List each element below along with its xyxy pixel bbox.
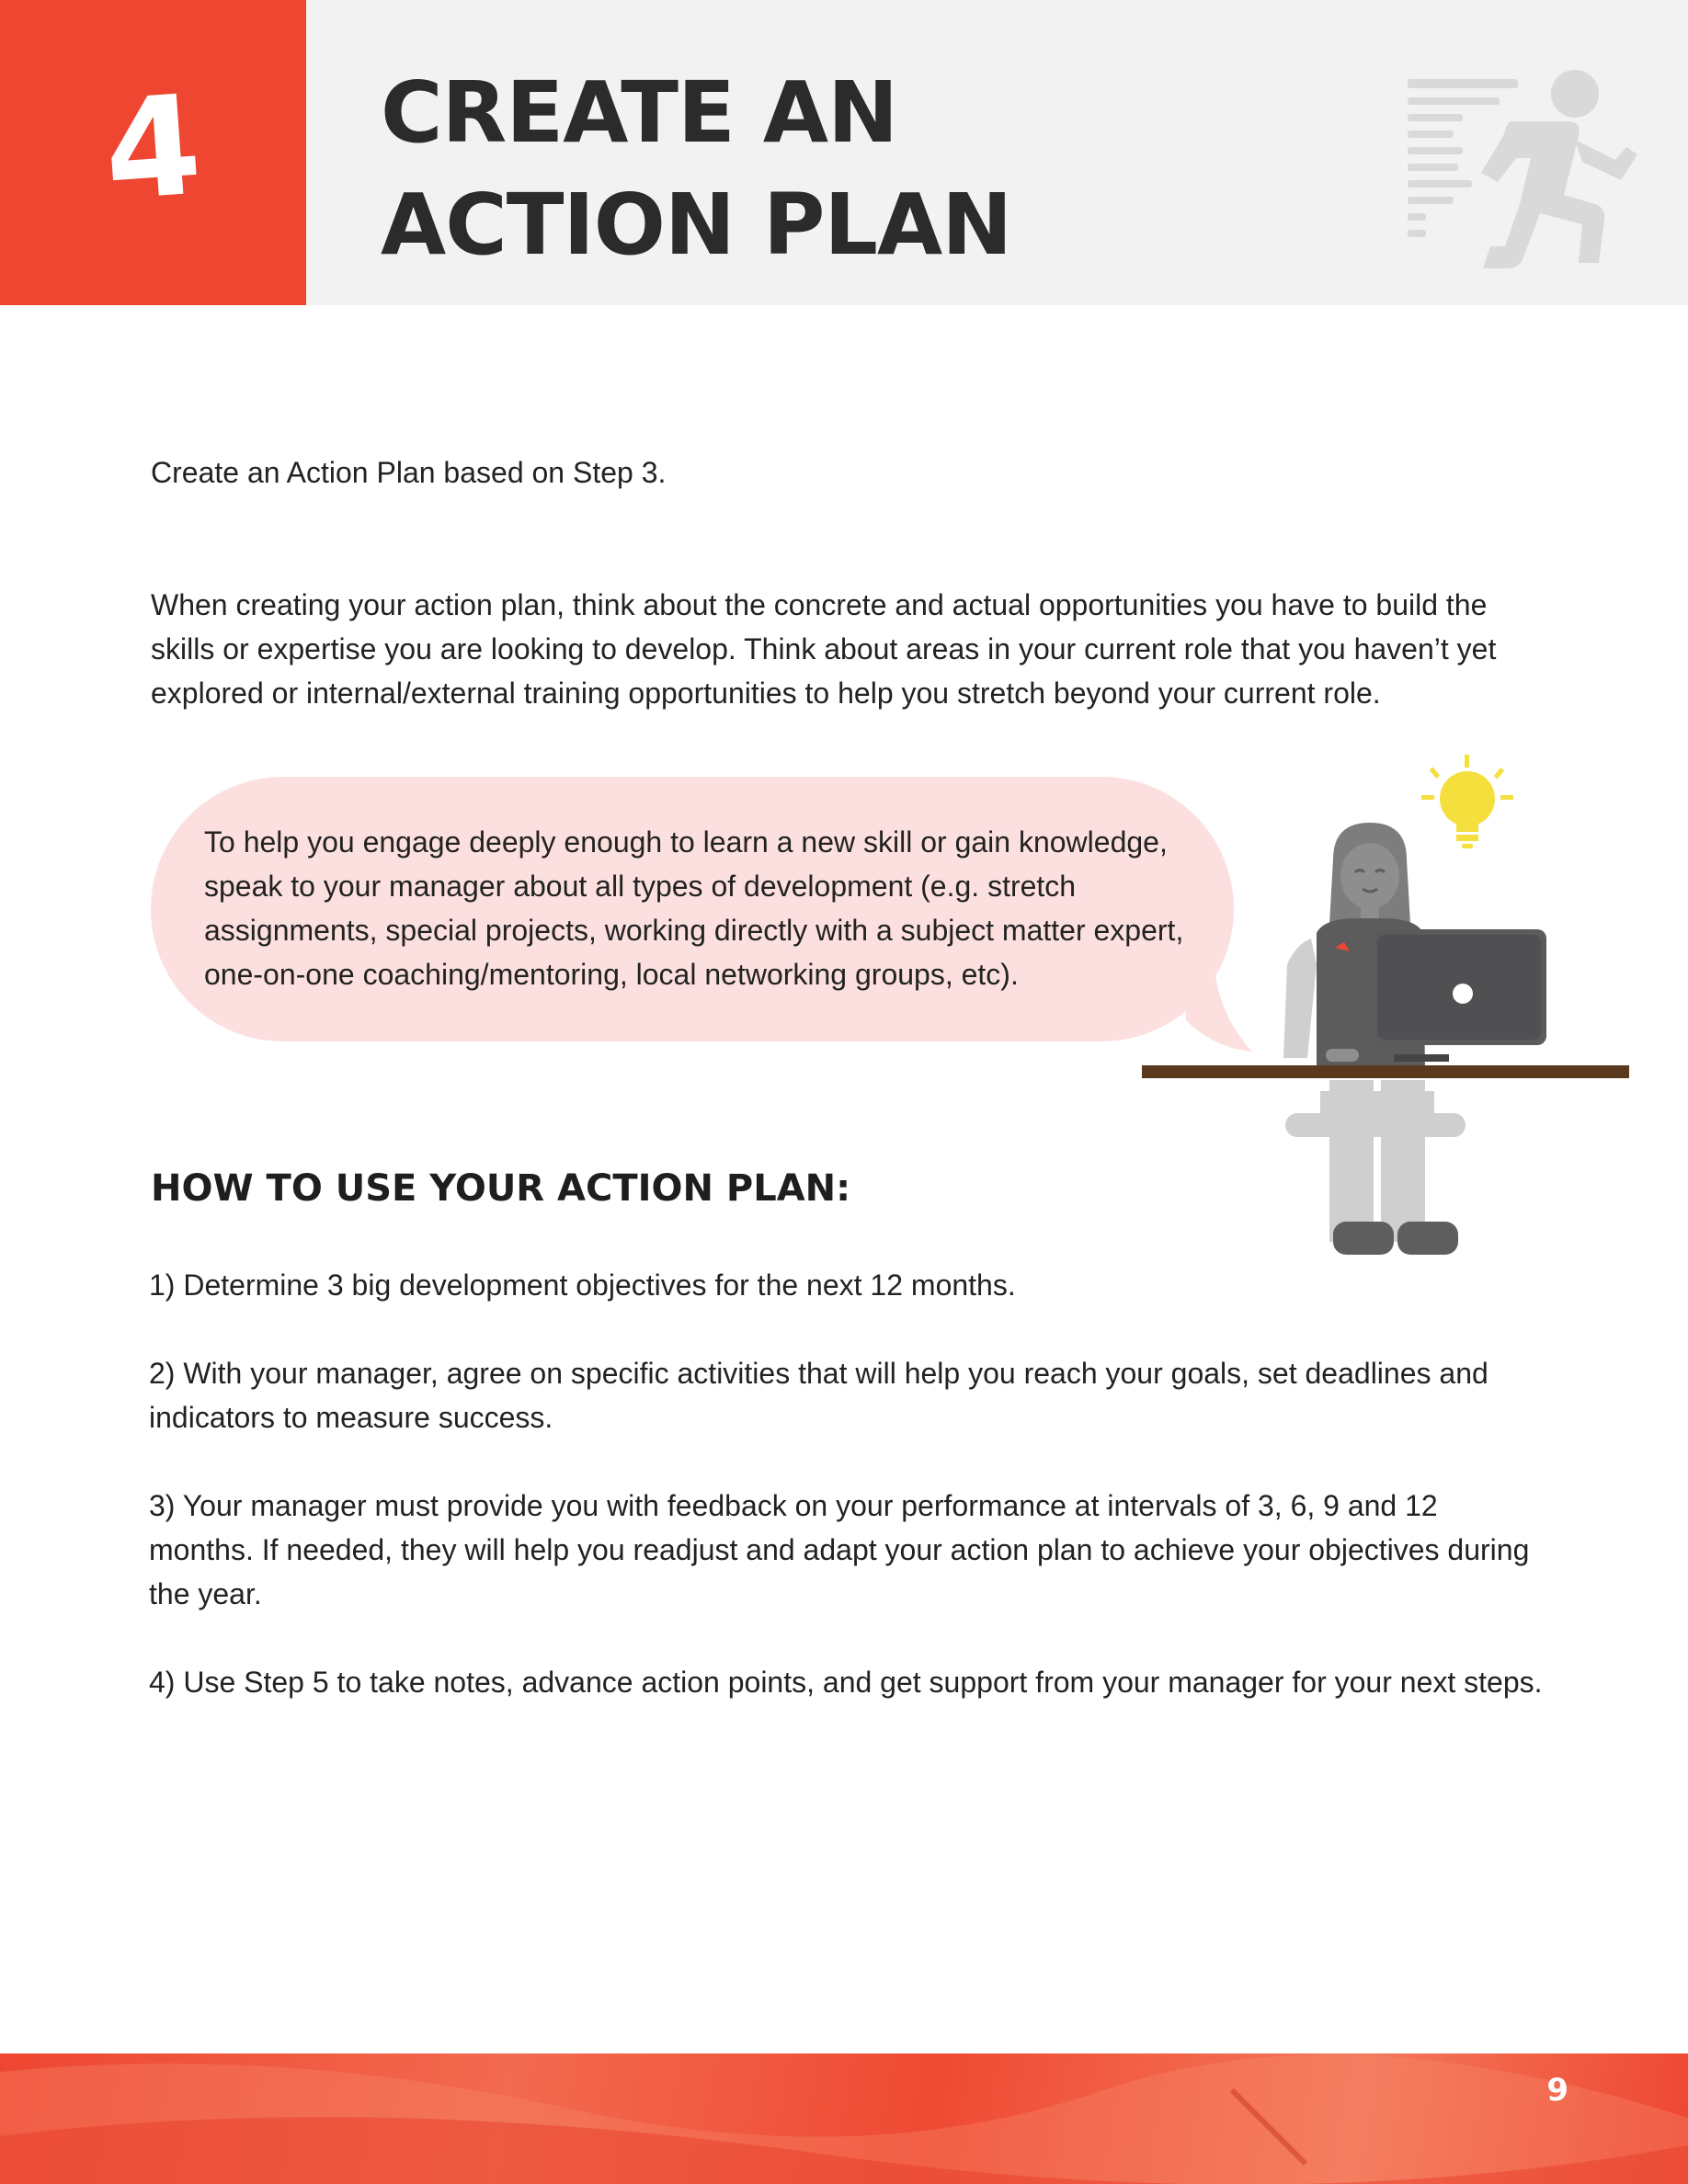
lightbulb-icon bbox=[1421, 755, 1513, 848]
step-number-badge bbox=[0, 0, 306, 305]
running-person-icon bbox=[1402, 66, 1641, 278]
step-number: 4 bbox=[99, 65, 207, 233]
how-to-step-1: 1) Determine 3 big development objectives for the next 12 months. bbox=[149, 1268, 1016, 1302]
speech-bubble-text: To help you engage deeply enough to learn a new skill or gain knowledge, speak to your manager about all types of development (e.g. stretch assignments, special projects, working directly with a subject matter expert, one-on-one coaching/mentoring, local networking groups, etc). bbox=[204, 825, 1184, 991]
person-at-laptop-illustration bbox=[1136, 749, 1633, 1264]
how-to-step-3: 3) Your manager must provide you with feedback on your performance at intervals of 3, 6, 9 and 12 months. If needed, they will help you readjust and adapt your action plan to achieve your objectives during the year. bbox=[149, 1489, 1530, 1610]
how-to-step-4: 4) Use Step 5 to take notes, advance action points, and get support from your manager for your next steps. bbox=[149, 1666, 1543, 1699]
intro-line: Create an Action Plan based on Step 3. bbox=[151, 456, 667, 489]
page-header bbox=[0, 0, 1688, 305]
page-footer bbox=[0, 2053, 1688, 2184]
page-title-line-1: CREATE AN bbox=[381, 63, 898, 162]
how-to-heading: HOW TO USE YOUR ACTION PLAN: bbox=[151, 1167, 851, 1210]
page-title bbox=[381, 57, 1011, 281]
page-number: 9 bbox=[1546, 2072, 1568, 2109]
intro-paragraph: When creating your action plan, think about the concrete and actual opportunities you have to build the skills or expertise you are looking to develop. Think about areas in your current role that you haven’t yet explored or internal/external training opportunities to help you stretch beyond your current role. bbox=[151, 588, 1497, 710]
page-title-line-2: ACTION PLAN bbox=[381, 176, 1012, 274]
how-to-step-2: 2) With your manager, agree on specific activities that will help you reach your goals, set deadlines and indicators to measure success. bbox=[149, 1357, 1488, 1434]
footer-decoration bbox=[0, 2053, 1688, 2184]
